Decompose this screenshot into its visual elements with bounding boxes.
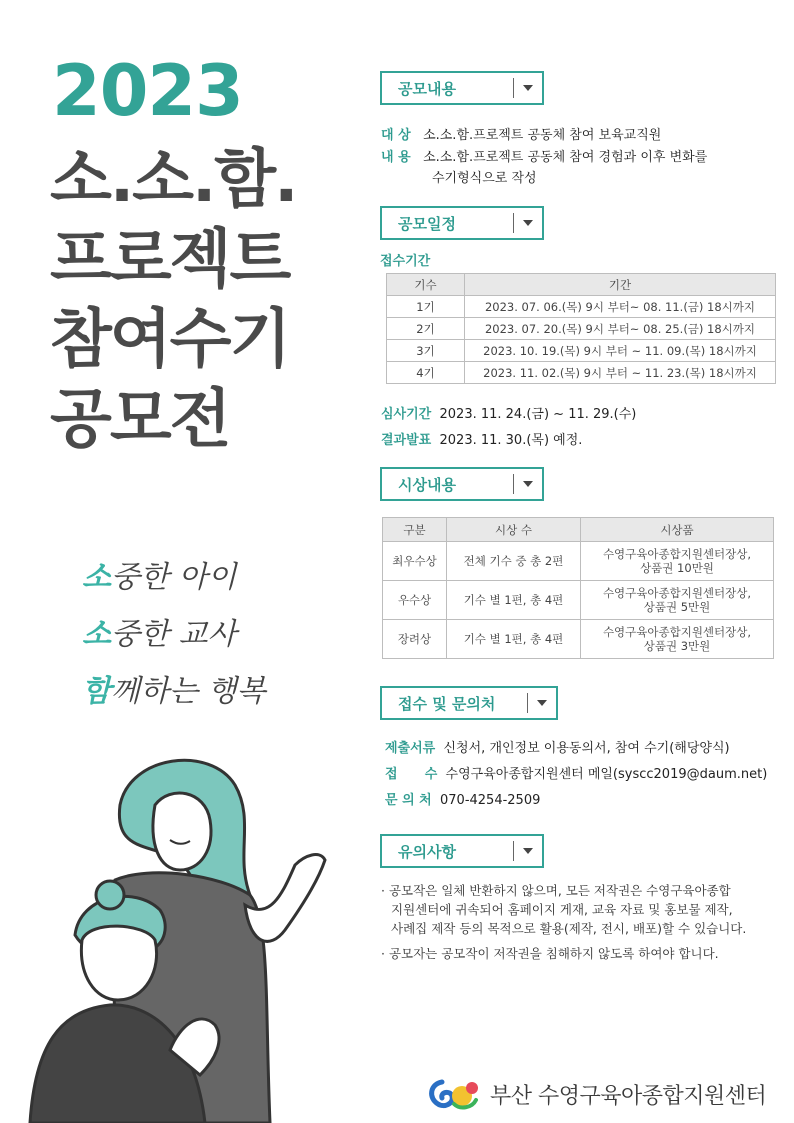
table-row: 4기 2023. 11. 02.(목) 9시 부터 ~ 11. 23.(목) 18시까지 <box>387 362 776 384</box>
poster-year: 2023 <box>52 50 243 132</box>
table-row: 최우수상 전체 기수 중 총 2편 수영구육아종합지원센터장상, 상품권 10만원 <box>383 542 774 581</box>
org-name: 부산 수영구육아종합지원센터 <box>490 1083 767 1109</box>
awards-table <box>382 517 774 659</box>
review-period: 심사기간 2023. 11. 24.(금) ~ 11. 29.(수) <box>381 407 637 422</box>
contact-docs: 제출서류 신청서, 개인정보 이용동의서, 참여 수기(해당양식) <box>385 741 730 756</box>
table-header: 기수 <box>387 274 465 296</box>
table-row: 2기 2023. 07. 20.(목) 9시 부터~ 08. 25.(금) 18시까지 <box>387 318 776 340</box>
schedule-subtitle: 접수기간 <box>380 254 431 269</box>
content-detail-cont: 수기형식으로 작성 <box>432 171 537 186</box>
teacher-child-illustration <box>20 745 350 1123</box>
chevron-down-icon <box>514 481 542 487</box>
table-row: 장려상 기수 별 1편, 총 4편 수영구육아종합지원센터장상, 상품권 3만원 <box>383 620 774 659</box>
section-header-awards[interactable]: 시상내용 <box>380 467 544 501</box>
content-target: 대 상 소.소.함.프로젝트 공동체 참여 보육교직원 <box>381 128 662 143</box>
chevron-down-icon <box>514 220 542 226</box>
table-header: 시상품 <box>581 518 774 542</box>
slogan-line-2: 소중한 교사 <box>82 617 237 652</box>
slogan-line-3: 함께하는 행복 <box>82 674 266 709</box>
chevron-down-icon <box>528 700 556 706</box>
note-infringement: · 공모자는 공모작이 저작권을 침해하지 않도록 하여야 합니다. <box>381 946 719 961</box>
poster-title-line-1: 소.소.함. <box>50 143 297 217</box>
table-row: 3기 2023. 10. 19.(목) 9시 부터 ~ 11. 09.(목) 18시까지 <box>387 340 776 362</box>
table-row: 우수상 기수 별 1편, 총 4편 수영구육아종합지원센터장상, 상품권 5만원 <box>383 581 774 620</box>
schedule-table <box>386 273 776 384</box>
table-header: 구분 <box>383 518 447 542</box>
contact-receive: 접 수 수영구육아종합지원센터 메일(syscc2019@daum.net) <box>385 767 768 782</box>
table-header: 시상 수 <box>447 518 581 542</box>
content-detail: 내 용 소.소.함.프로젝트 공동체 참여 경험과 이후 변화를 <box>381 150 708 165</box>
section-header-schedule[interactable]: 공모일정 <box>380 206 544 240</box>
poster-title-line-2: 프로젝트 <box>50 223 290 297</box>
section-header-content[interactable]: 공모내용 <box>380 71 544 105</box>
table-header: 기간 <box>465 274 776 296</box>
poster-title-line-4: 공모전 <box>50 383 230 457</box>
slogan-line-1: 소중한 아이 <box>82 560 237 595</box>
footer-logo <box>424 1074 766 1114</box>
table-row: 1기 2023. 07. 06.(목) 9시 부터~ 08. 11.(금) 18시까지 <box>387 296 776 318</box>
chevron-down-icon <box>514 848 542 854</box>
contact-phone: 문 의 처 070-4254-2509 <box>385 793 541 808</box>
poster-title-line-3: 참여수기 <box>50 303 290 377</box>
chevron-down-icon <box>514 85 542 91</box>
section-header-notes[interactable]: 유의사항 <box>380 834 544 868</box>
note-copyright: · 공모작은 일체 반환하지 않으며, 모든 저작권은 수영구육아종합 지원센터에 귀속되어 홈페이지 게재, 교육 자료 및 홍보물 제작, 사례집 제작 등의 목적으로 활용(제작, 전시, 배포)할 수 있습니다. <box>381 883 747 936</box>
section-header-contact[interactable]: 접수 및 문의처 <box>380 686 558 720</box>
result-announce: 결과발표 2023. 11. 30.(목) 예정. <box>381 433 583 448</box>
center-logo-icon <box>424 1074 484 1114</box>
